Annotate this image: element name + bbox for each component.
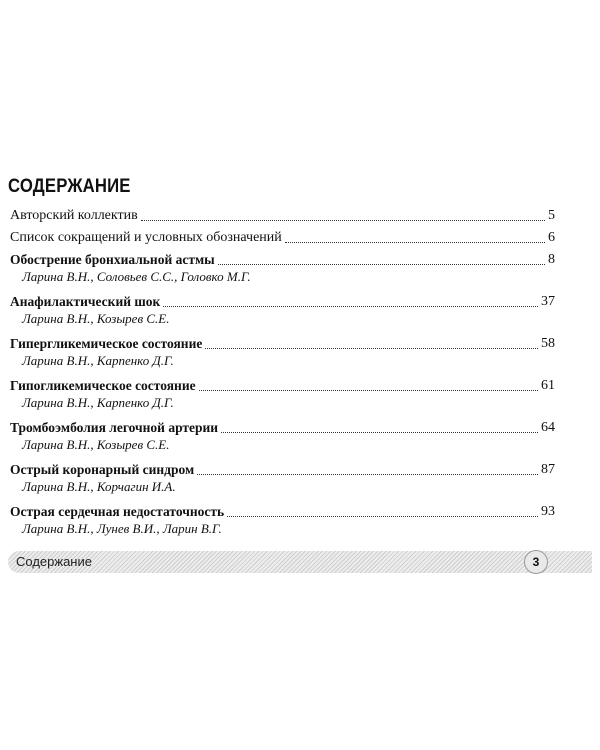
footer-section-label: Содержание: [16, 554, 92, 569]
toc-entry: [10, 419, 555, 453]
dot-leader: [163, 305, 538, 307]
dot-leader: [285, 241, 545, 243]
toc-entry: [10, 293, 555, 327]
toc-entry-title: Обострение бронхиальной астмы: [10, 252, 215, 267]
toc-entry-authors: Ларина В.Н., Соловьев С.С., Головко М.Г.: [22, 269, 251, 284]
toc-entry-page: 37: [541, 294, 555, 309]
toc-entry-authors: Ларина В.Н., Корчагин И.А.: [22, 479, 176, 494]
toc-entry-page: 58: [541, 336, 555, 351]
toc-entry-title: Острый коронарный синдром: [10, 462, 195, 477]
toc-entry-line: [10, 207, 555, 225]
dot-leader: [221, 431, 538, 433]
toc-entry-line: [10, 229, 555, 247]
toc-entry-line: [10, 293, 555, 311]
toc-entry-page: 5: [548, 208, 555, 223]
toc-entry-page: 93: [541, 504, 555, 519]
toc-entry: [10, 251, 555, 285]
toc-entry-page: 61: [541, 378, 555, 393]
dot-leader: [205, 347, 538, 349]
toc-entry: [10, 229, 555, 247]
table-of-contents: [10, 207, 555, 537]
dot-leader: [218, 263, 545, 265]
page-number-badge: 3: [524, 550, 548, 574]
toc-entry-line: [10, 335, 555, 353]
toc-entry-line: [10, 251, 555, 269]
toc-entry-line: [10, 377, 555, 395]
toc-entry-title: Тромбоэмболия легочной артерии: [10, 420, 219, 435]
dot-leader: [227, 515, 538, 517]
toc-entry-title: Гипергликемическое состояние: [10, 336, 203, 351]
dot-leader: [197, 473, 538, 475]
toc-entry-page: 8: [548, 252, 555, 267]
toc-entry-authors: Ларина В.Н., Козырев С.Е.: [22, 311, 170, 326]
toc-entry: [10, 377, 555, 411]
toc-entry: [10, 503, 555, 537]
toc-entry-page: 64: [541, 420, 555, 435]
toc-entry-authors: Ларина В.Н., Карпенко Д.Г.: [22, 395, 174, 410]
toc-entry-authors: Ларина В.Н., Козырев С.Е.: [22, 437, 170, 452]
toc-entry-line: [10, 419, 555, 437]
page-title: СОДЕРЖАНИЕ: [8, 176, 131, 197]
toc-entry-title: Список сокращений и условных обозначений: [10, 230, 282, 245]
toc-entry-title: Авторский коллектив: [10, 208, 138, 223]
toc-entry-title: Анафилактический шок: [10, 294, 161, 309]
toc-entry: [10, 461, 555, 495]
toc-entry: [10, 335, 555, 369]
dot-leader: [199, 389, 538, 391]
toc-entry-title: Гипогликемическое состояние: [10, 378, 196, 393]
footer-band: [8, 551, 592, 573]
toc-entry: [10, 207, 555, 225]
toc-entry-authors: Ларина В.Н., Карпенко Д.Г.: [22, 353, 174, 368]
toc-entry-page: 87: [541, 462, 555, 477]
toc-entry-line: [10, 461, 555, 479]
toc-entry-authors: Ларина В.Н., Лунев В.И., Ларин В.Г.: [22, 521, 222, 536]
dot-leader: [141, 219, 545, 221]
toc-entry-title: Острая сердечная недостаточность: [10, 504, 225, 519]
toc-entry-page: 6: [548, 230, 555, 245]
toc-entry-line: [10, 503, 555, 521]
